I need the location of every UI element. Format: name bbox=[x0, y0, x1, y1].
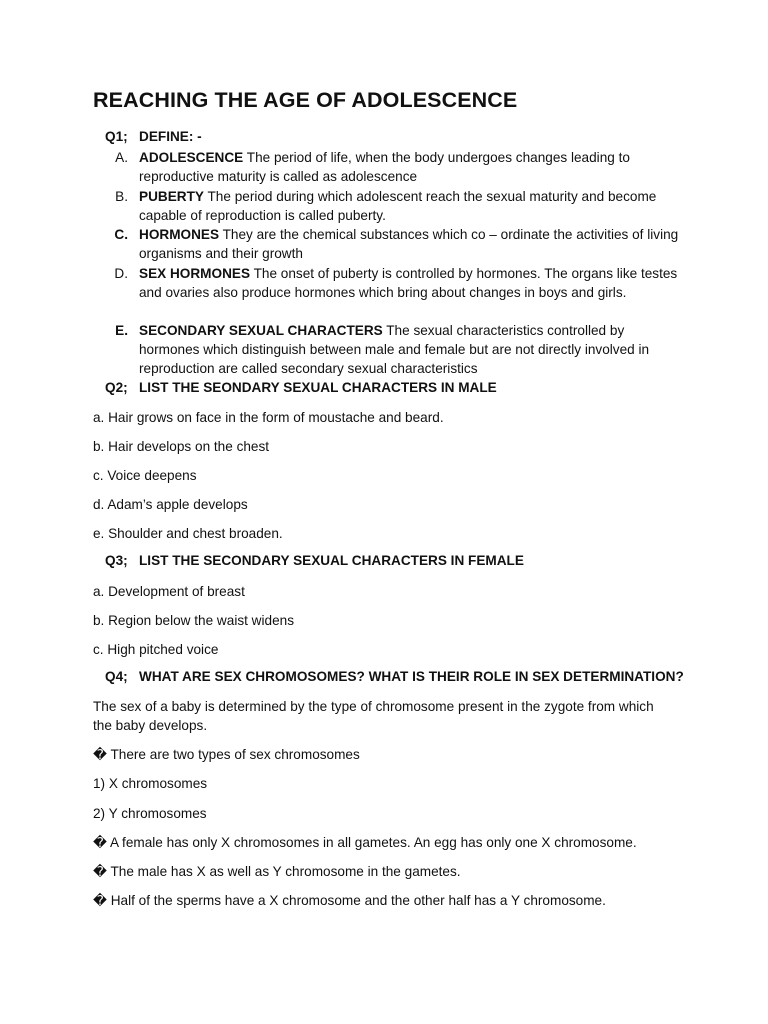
question-text: LIST THE SECONDARY SEXUAL CHARACTERS IN FEMALE bbox=[139, 553, 524, 568]
answer-line: 1) X chromosomes bbox=[93, 776, 208, 791]
question-number: Q4; bbox=[105, 669, 128, 684]
answer-point: c. Voice deepens bbox=[93, 468, 197, 483]
question-number: Q3; bbox=[105, 553, 128, 568]
answer-point: a. Hair grows on face in the form of moustache and beard. bbox=[93, 410, 444, 425]
question-number: Q2; bbox=[105, 380, 128, 395]
answer-point: e. Shoulder and chest broaden. bbox=[93, 526, 283, 541]
question-2-heading bbox=[105, 380, 497, 395]
question-4-heading bbox=[105, 669, 684, 684]
answer-line: � The male has X as well as Y chromosome in the gametes. bbox=[93, 864, 461, 879]
definition-item bbox=[108, 187, 680, 225]
question-3-heading bbox=[105, 553, 524, 568]
list-marker: C. bbox=[114, 227, 128, 242]
answer-point: b. Region below the waist widens bbox=[93, 613, 294, 628]
answer-line: � A female has only X chromosomes in all gametes. An egg has only one X chromosome. bbox=[93, 835, 637, 850]
list-marker: E. bbox=[115, 323, 128, 338]
definition-item bbox=[108, 321, 680, 379]
definition-text: The onset of puberty is controlled by hormones. The organs like testes and ovaries also produce hormones which bring about changes in boys and girls. bbox=[139, 266, 678, 301]
definition-item bbox=[108, 225, 680, 263]
page-title: REACHING THE AGE OF ADOLESCENCE bbox=[93, 88, 518, 112]
answer-point: a. Development of breast bbox=[93, 584, 245, 599]
list-marker: A. bbox=[115, 150, 128, 165]
definition-item bbox=[108, 148, 680, 186]
definition-text: They are the chemical substances which co – ordinate the activities of living organisms and their growth bbox=[139, 227, 679, 262]
definition-term: SEX HORMONES bbox=[139, 266, 251, 281]
answer-line: 2) Y chromosomes bbox=[93, 806, 207, 821]
list-marker: D. bbox=[114, 266, 128, 281]
answer-line: � There are two types of sex chromosomes bbox=[93, 747, 360, 762]
answer-point: b. Hair develops on the chest bbox=[93, 439, 270, 454]
question-number: Q1; bbox=[105, 129, 128, 144]
definition-text: The period of life, when the body undergoes changes leading to reproductive maturity is called as adolescence bbox=[139, 150, 630, 185]
definition-term: ADOLESCENCE bbox=[139, 150, 244, 165]
list-marker: B. bbox=[115, 189, 128, 204]
definition-term: SECONDARY SEXUAL CHARACTERS bbox=[139, 323, 383, 338]
question-text: WHAT ARE SEX CHROMOSOMES? WHAT IS THEIR ROLE IN SEX DETERMINATION? bbox=[139, 669, 684, 684]
definition-text: The period during which adolescent reach the sexual maturity and become capable of reproduction is called puberty. bbox=[139, 189, 657, 224]
definition-text: The sexual characteristics controlled by hormones which distinguish between male and female but are not directly involved in reproduction are called secondary sexual characteristics bbox=[139, 323, 650, 377]
answer-paragraph: The sex of a baby is determined by the type of chromosome present in the zygote from which the baby develops. bbox=[93, 699, 654, 734]
answer-point: c. High pitched voice bbox=[93, 642, 219, 657]
definition-term: PUBERTY bbox=[139, 189, 204, 204]
definition-item bbox=[108, 264, 680, 302]
answer-point: d. Adam’s apple develops bbox=[93, 497, 248, 512]
question-1-heading bbox=[105, 129, 202, 144]
question-text: LIST THE SEONDARY SEXUAL CHARACTERS IN MALE bbox=[139, 380, 497, 395]
definition-term: HORMONES bbox=[139, 227, 220, 242]
answer-line: � Half of the sperms have a X chromosome and the other half has a Y chromosome. bbox=[93, 893, 606, 908]
question-text: DEFINE: - bbox=[139, 129, 202, 144]
